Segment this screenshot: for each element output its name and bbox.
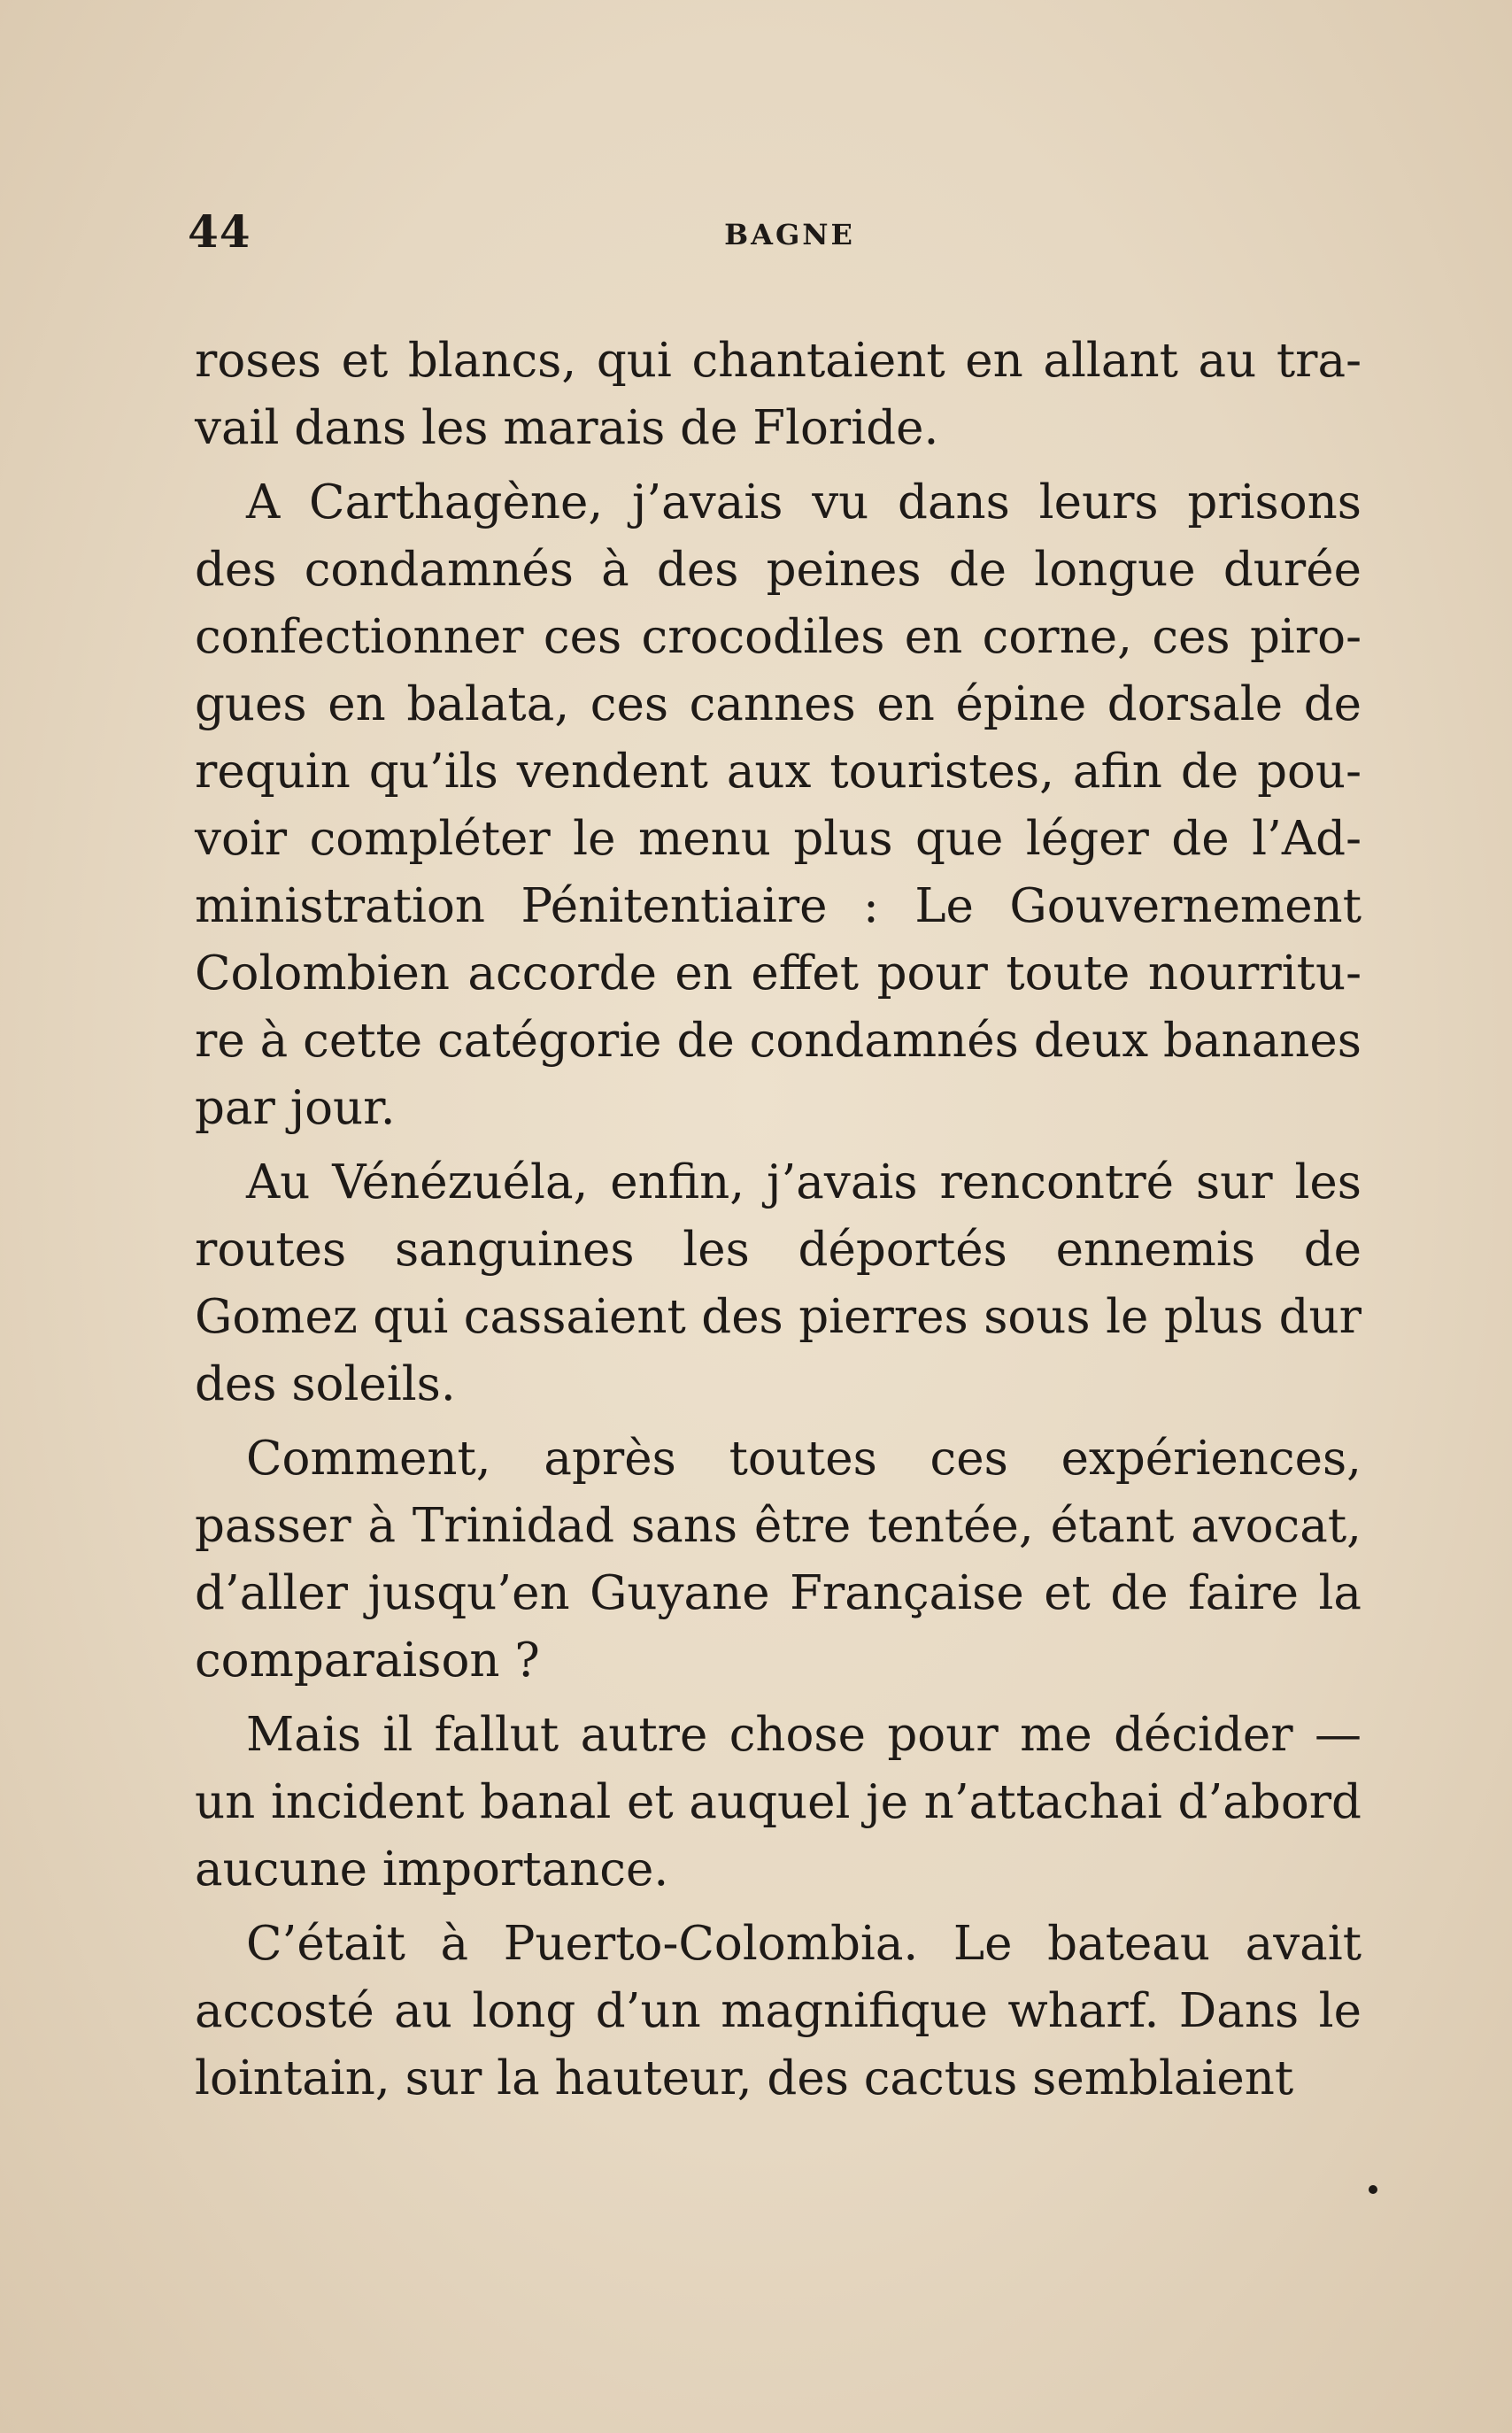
- running-title: BAGNE: [724, 218, 855, 251]
- paragraph: Comment, après toutes ces expériences, passer à Trinidad sans être tentée, étant avocat, d’aller jusqu’en Guyane Française et de faire la comparaison ?: [195, 1432, 1362, 1688]
- body-text: [195, 328, 1362, 2120]
- page-header: [188, 205, 1356, 276]
- page-number: 44: [188, 205, 251, 258]
- paragraph: Mais il fallut autre chose pour me décider — un incident banal et auquel je n’attachai d’abord aucune importance.: [195, 1708, 1362, 1896]
- paragraph-continuation: roses et blancs, qui chantaient en allant au travail dans les marais de Floride.: [195, 334, 1362, 455]
- paragraph: Au Vénézuéla, enfin, j’avais rencontré sur les routes sanguines les déportés ennemis de Gomez qui cassaient des pierres sous le plus dur des soleils.: [195, 1155, 1362, 1411]
- ink-speck: [1369, 2185, 1377, 2194]
- paragraph: C’était à Puerto-Colombia. Le bateau avait accosté au long d’un magnifique wharf. Dans le lointain, sur la hauteur, des cactus semblaient: [195, 1917, 1362, 2105]
- paragraph: A Carthagène, j’avais vu dans leurs prisons des condamnés à des peines de longue durée confectionner ces crocodiles en corne, ces pirogues en balata, ces cannes en épine dorsale de requin qu’ils vendent aux touristes, afin de pouvoir compléter le menu plus que léger de l’Administration Pénitentiaire : Le Gouvernement Colombien accorde en effet pour toute nourriture à cette catégorie de condamnés deux bananes par jour.: [195, 475, 1362, 1135]
